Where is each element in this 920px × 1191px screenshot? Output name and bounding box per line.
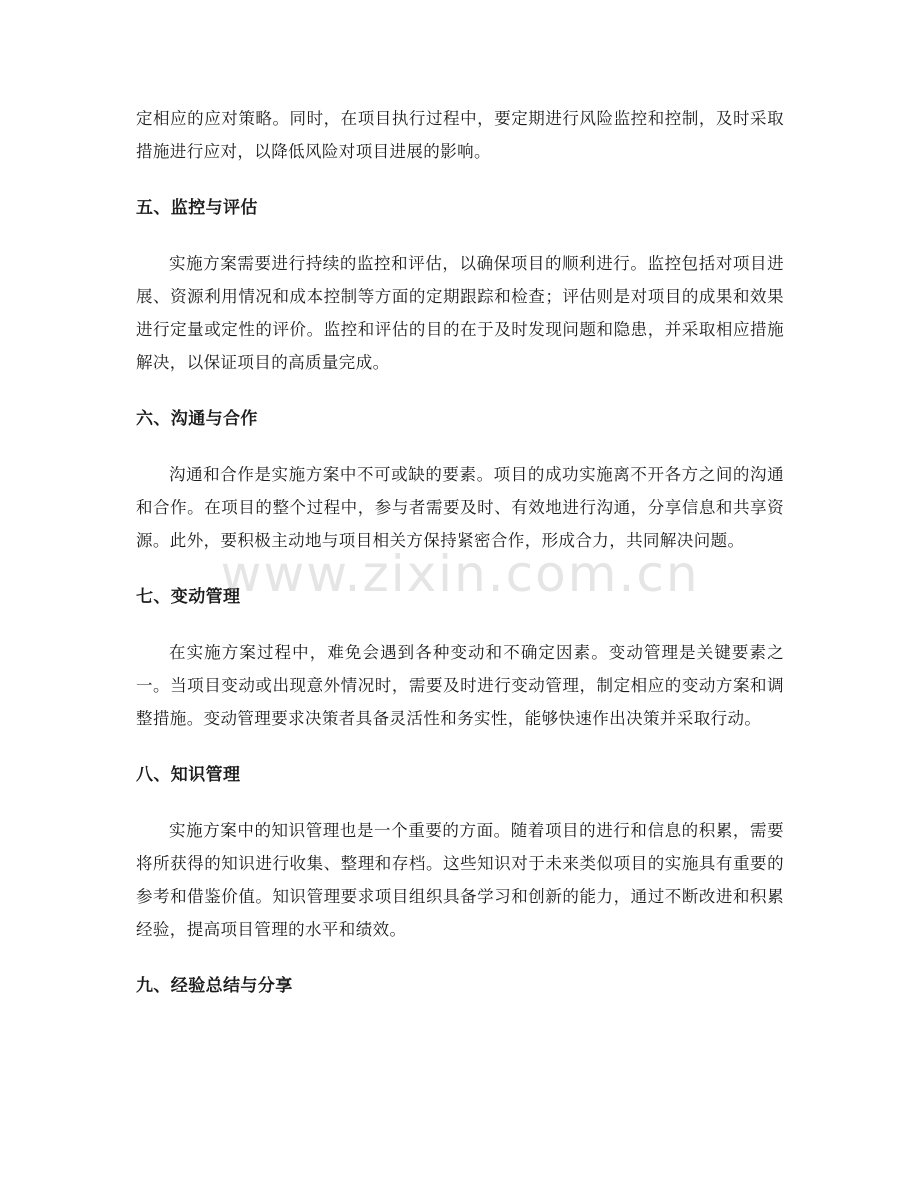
section-heading-5: 五、监控与评估 (136, 198, 258, 218)
watermark: www.zixin.com.cn (220, 545, 700, 603)
spacer (136, 168, 784, 192)
spacer (136, 379, 784, 403)
spacer (136, 792, 784, 814)
section-heading-7: 七、变动管理 (136, 587, 241, 607)
section-heading-6: 六、沟通与合作 (136, 409, 258, 429)
spacer (136, 946, 784, 970)
section-body-5: 实施方案需要进行持续的监控和评估，以确保项目的顺利进行。监控包括对项目进展、资源利用情况和成本控制等方面的定期跟踪和检查；评估则是对项目的成果和效果进行定量或定性的评价。监控和评估的目的在于及时发现问题和隐患，并采取相应措施解决，以保证项目的高质量完成。 (136, 254, 784, 372)
intro-paragraph: 定相应的应对策略。同时，在项目执行过程中，要定期进行风险监控和控制，及时采取措施进行应对，以降低风险对项目进展的影响。 (136, 109, 784, 161)
spacer (136, 225, 784, 247)
section-heading-9: 九、经验总结与分享 (136, 976, 293, 996)
spacer (136, 436, 784, 458)
spacer (136, 557, 784, 581)
spacer (136, 614, 784, 636)
spacer (136, 735, 784, 759)
section-body-7: 在实施方案过程中，难免会遇到各种变动和不确定因素。变动管理是关键要素之一。当项目变动或出现意外情况时，需要及时进行变动管理，制定相应的变动方案和调整措施。变动管理要求决策者具备灵活性和务实性，能够快速作出决策并采取行动。 (136, 643, 784, 728)
section-body-8: 实施方案中的知识管理也是一个重要的方面。随着项目的进行和信息的积累，需要将所获得的知识进行收集、整理和存档。这些知识对于未来类似项目的实施具有重要的参考和借鉴价值。知识管理要求项目组织具备学习和创新的能力，通过不断改进和积累经验，提高项目管理的水平和绩效。 (136, 821, 784, 939)
section-body-6: 沟通和合作是实施方案中不可或缺的要素。项目的成功实施离不开各方之间的沟通和合作。在项目的整个过程中，参与者需要及时、有效地进行沟通，分享信息和共享资源。此外，要积极主动地与项目相关方保持紧密合作，形成合力，共同解决问题。 (136, 465, 784, 550)
section-heading-8: 八、知识管理 (136, 765, 241, 785)
